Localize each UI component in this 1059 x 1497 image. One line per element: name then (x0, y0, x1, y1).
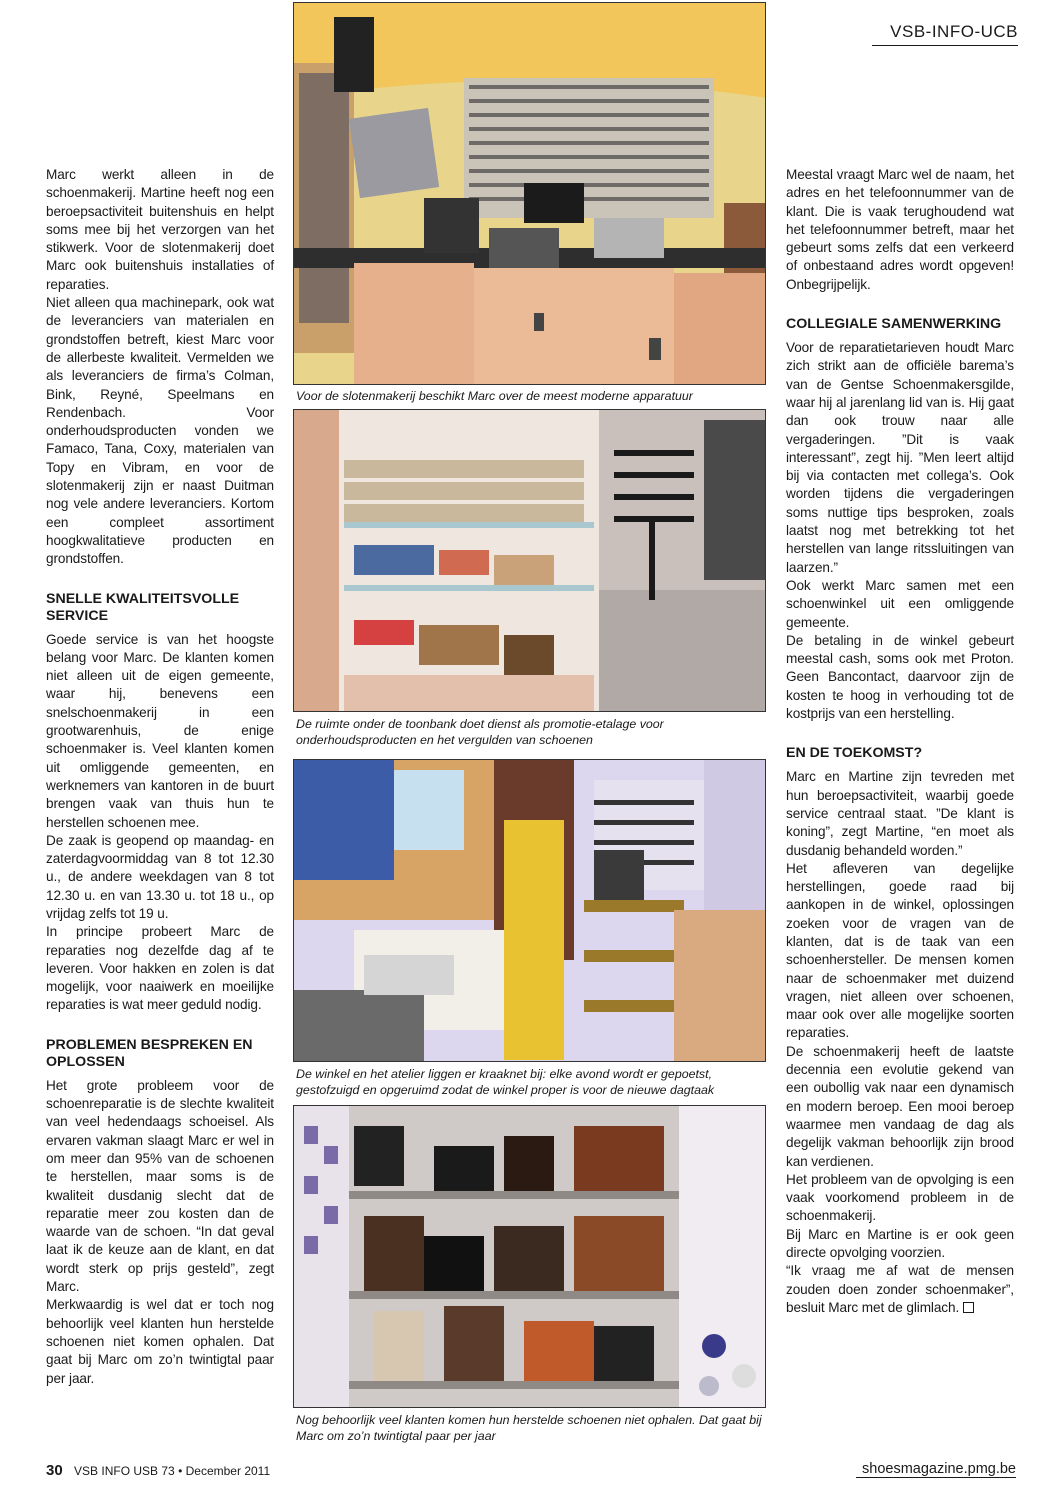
photo-shoe-shelves (293, 1105, 766, 1408)
paragraph: In principe probeert Marc de reparaties nog dezelfde dag af te leveren. Voor hakken en zolen is dat mogelijk, voor naaiwerk en moeilijke reparaties is wat meer geduld nodig. (46, 924, 274, 1013)
photo-caption: Nog behoorlijk veel klanten komen hun herstelde schoenen niet ophalen. Dat gaat bij Marc om zo’n twintigtal paar per jaar (296, 1413, 762, 1443)
paragraph: Marc werkt alleen in de schoenmakerij. Martine heeft nog een beroepsactiviteit buitenshuis en helpt soms mee bij het verzorgen van het stikwerk. Voor de slotenmakerij doet Marc ook buitenshuis installaties of reparaties. (46, 167, 274, 292)
issue-label: VSB INFO USB 73 (74, 1464, 175, 1478)
heading-future: EN DE TOEKOMST? (786, 745, 923, 762)
paragraph: Het probleem van de opvolging is een vaak voorkomend probleem in de schoenmakerij. (786, 1171, 1014, 1224)
paragraph: Meestal vraagt Marc wel de naam, het adres en het telefoonnummer van de klant. Die is vaak terughoudend wat het telefoonnummer betreft, maar het gebeurt soms zelfs dat een verkeerd of onbestaand adres wordt opgeven! Onbegrijpelijk. (786, 167, 1014, 292)
paragraph: De schoenmakerij heeft de laatste decennia een evolutie gekend van een oubollig vak naar een dynamisch en modern beroep. Een mooi beroep waarmee men vandaag de dag als degelijk vakman behoorlijk zijn brood kan verdienen. (786, 1043, 1014, 1169)
photo-caption: De winkel en het atelier liggen er kraaknet bij: elke avond wordt er gepoetst, gestofzuigd en opgeruimd zodat de winkel proper is voor de nieuwe dagtaak (296, 1067, 715, 1097)
photo-workshop (293, 759, 766, 1062)
photo-locksmith-workshop (293, 2, 766, 385)
footer-website: shoesmagazine.pmg.be (856, 1461, 1016, 1478)
closing-paragraph (786, 1262, 1014, 1317)
paragraph: Ook werkt Marc samen met een schoenwinkel uit een omliggende gemeente. (786, 577, 1014, 630)
paragraph: De zaak is geopend op maandag- en zaterdagvoormiddag van 8 tot 12.30 u., de andere weekdagen van 8 tot 12.30 u. en van 13.30 u. tot 18 u., op vrijdag zelfs tot 19 u. (46, 832, 274, 921)
section-tag: VSB-INFO-UCB (872, 22, 1018, 46)
photo-shoes-image (294, 1106, 766, 1408)
paragraph: Bij Marc en Martine is er ook geen directe opvolging voorzien. (786, 1226, 1014, 1261)
end-mark-icon (963, 1302, 974, 1313)
photo-locksmith-image (294, 3, 766, 385)
right-article-column (786, 166, 1014, 1317)
paragraph: Marc en Martine zijn tevreden met hun beroepsactiviteit, waarbij goede service centraal staat. ”De klant is koning”, zegt Martine, “en moet als dusdanig behandeld worden.” (786, 769, 1014, 858)
paragraph: Merkwaardig is wel dat er toch nog behoorlijk veel klanten hun herstelde schoenen niet komen ophalen. Dat gaat bij Marc om zo’n twintigtal paar per jaar. (46, 1297, 274, 1386)
paragraph: Goede service is van het hoogste belang voor Marc. De klanten komen niet alleen uit de eigen gemeente, waar hij, benevens een snelschoenmakerij in een grootwarenhuis, de enige schoenmaker is. Veel klanten komen uit omliggende gemeenten, en werknemers van kantoren in de buurt brengen vaak van thuis hun te herstellen schoenen mee. (46, 631, 274, 830)
paragraph: Het afleveren van degelijke herstellingen, goede raad bij aankopen in de winkel, oplossingen zoeken voor de vragen van de klanten, dat is de taak van een schoenhersteller. De mensen komen naar de schoenmaker met duizend vragen, niet alleen over schoenen, maar ook over alle mogelijke soorten reparaties. (786, 860, 1014, 1041)
photo-caption: De ruimte onder de toonbank doet dienst als promotie-etalage voor onderhoudsproducten en het vergulden van schoenen (296, 717, 664, 747)
issue-date: December 2011 (185, 1464, 271, 1478)
heading-problems: PROBLEMEN BESPREKEN EN OPLOSSEN (46, 1036, 253, 1070)
closing-text: “Ik vraag me af wat de mensen zouden doen zonder schoenmaker”, besluit Marc met de glimlach. (786, 1263, 1014, 1315)
page-number: 30 (46, 1462, 63, 1479)
photo-display-counter (293, 409, 766, 712)
photo-caption: Voor de slotenmakerij beschikt Marc over de meest moderne apparatuur (296, 389, 693, 403)
paragraph: Het grote probleem voor de schoenreparatie is de slechte kwaliteit van veel hedendaags schoeisel. Als ervaren vakman slaagt Marc er wel in om meer dan 95% van de schoenen te herstellen, maar soms is de kwaliteit dusdanig slecht dat de reparatie meer zou kosten dan de waarde van de schoen. “In dat geval laat ik de keuze aan de klant, en dat wordt sterk op prijs gesteld”, zegt Marc. (46, 1077, 274, 1295)
photo-workshop-image (294, 760, 766, 1062)
footer-bullet: • (178, 1464, 183, 1478)
paragraph: Voor de reparatietarieven houdt Marc zich strikt aan de officiële barema’s van de Gentse Schoenmakersgilde, waar hij al jarenlang lid van is. Hij gaat dan ook trouw naar alle vergaderingen. ”Dit is vaak interessant”, zegt hij. ”Men leert altijd bij via contacten met collega’s. Ook worden tijdens die vergaderingen soms nuttige tips besproken, zoals laatst nog met betrekking tot het herstellen van lange ritssluitingen van laarzen.” (786, 340, 1014, 575)
paragraph: Niet alleen qua machinepark, ook wat de leveranciers van materialen en grondstoffen betreft, kiest Marc voor de allerbeste kwaliteit. Vermelden we als leveranciers de firma’s Colman, Bink, Reyné, Speelmans en Rendenbach. Voor onderhoudsproducten vonden we Famaco, Tana, Coxy, materialen van Topy en Vibram, en voor de slotenmakerij zijn er naast Duitman nog vele andere leveranciers. Kortom een compleet assortiment hoogkwalitatieve producten en grondstoffen. (46, 295, 274, 567)
heading-collegial: COLLEGIALE SAMENWERKING (786, 316, 1002, 333)
paragraph: De betaling in de winkel gebeurt meestal cash, soms ook met Proton. Geen Bancontact, daarvoor zijn de kosten te hoog in verhouding tot de kostprijs van een herstelling. (786, 632, 1014, 722)
footer-folio (46, 1462, 270, 1479)
heading-service: SNELLE KWALITEITSVOLLE SERVICE (46, 590, 240, 624)
photo-display-image (294, 410, 766, 712)
left-article-column (46, 166, 274, 1388)
